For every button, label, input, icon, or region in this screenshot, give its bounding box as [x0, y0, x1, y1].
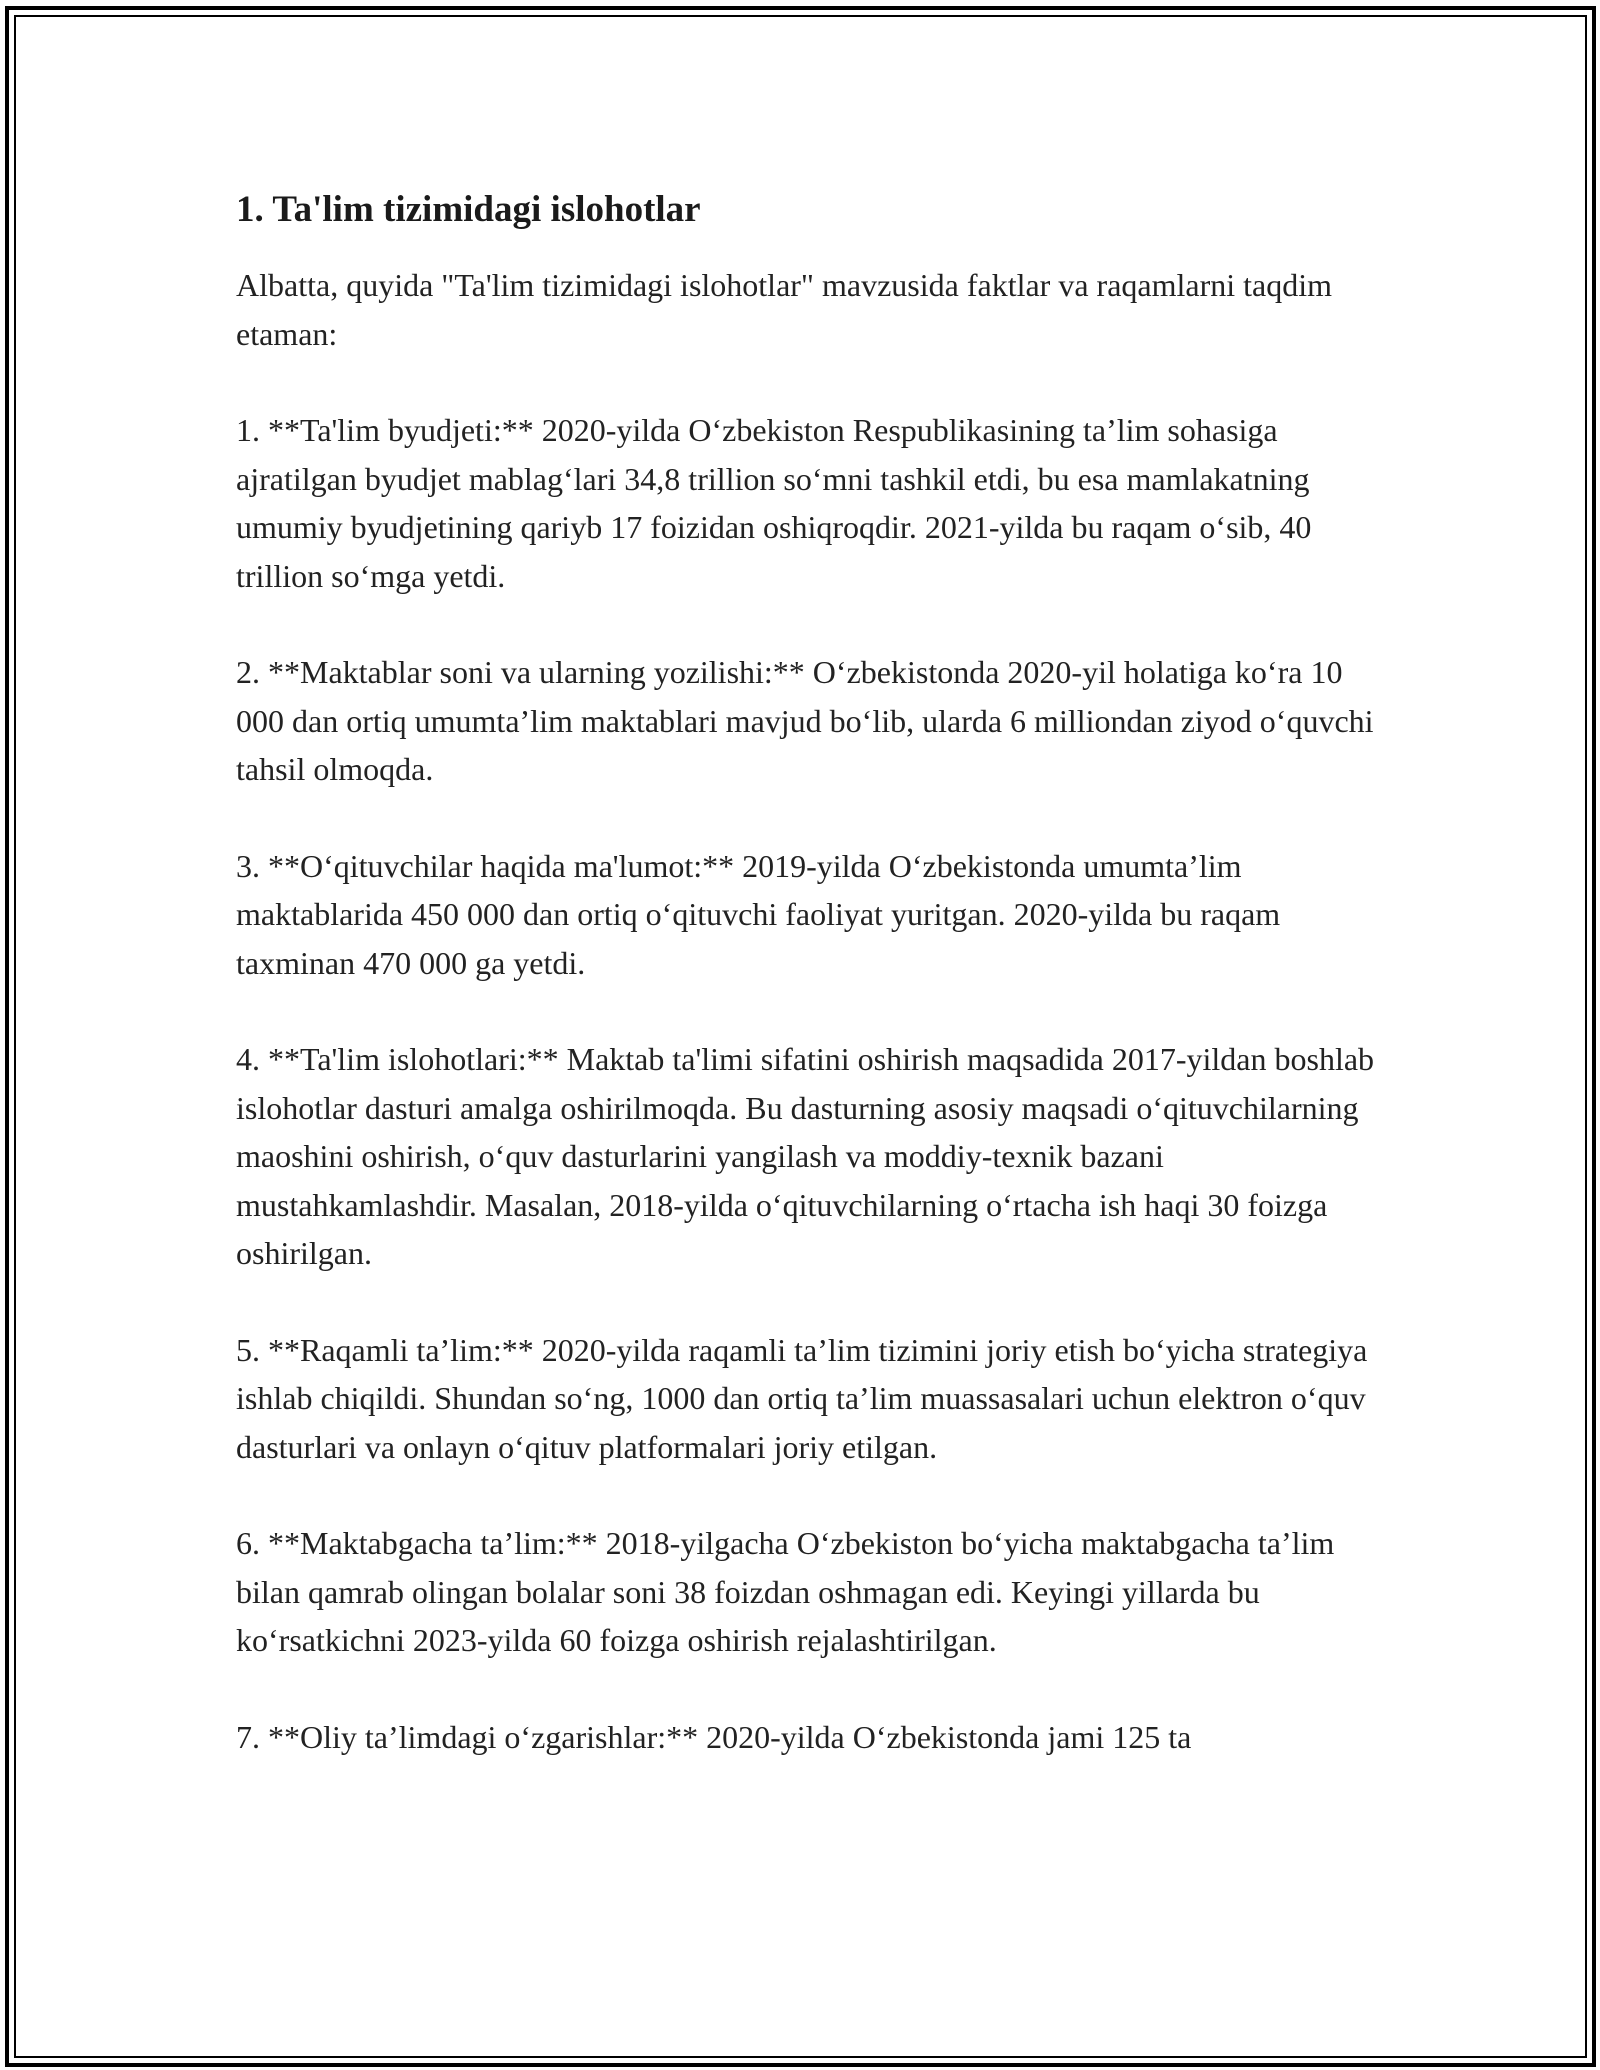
paragraph-preschool-education: 6. **Maktabgacha ta’lim:** 2018-yilgacha O‘zbekiston bo‘yicha maktabgacha ta’lim bilan qamrab olingan bolalar soni 38 foizdan oshmagan edi. Keyingi yillarda bu ko‘rsatkichni 2023-yilda 60 foizga oshirish rejalashtirilgan.: [236, 1525, 1335, 1658]
paragraph-teachers: 3. **O‘qituvchilar haqida ma'lumot:** 2019-yilda O‘zbekistonda umumta’lim maktablarida 450 000 dan ortiq o‘qituvchi faoliyat yuritgan. 2020-yilda bu raqam taxminan 470 000 ga yetdi.: [236, 847, 1281, 981]
paragraph-digital-education: 5. **Raqamli ta’lim:** 2020-yilda raqamli ta’lim tizimini joriy etish bo‘yicha strategiya ishlab chiqildi. Shundan so‘ng, 1000 dan ortiq ta’lim muassasalari uchun elektron o‘quv dasturlari va onlayn o‘qituv platformalari joriy etilgan.: [236, 1331, 1368, 1465]
document-body: [236, 186, 1376, 1761]
paragraph-education-budget: 1. **Ta'lim byudjeti:** 2020-yilda O‘zbekiston Respublikasining ta’lim sohasiga ajratilgan byudjet mablag‘lari 34,8 trillion so‘mni tashkil etdi, bu esa mamlakatning umumiy byudjetining qariyb 17 foizidan oshiqroqdir. 2021-yilda bu raqam o‘sib, 40 trillion so‘mga yetdi.: [236, 412, 1312, 594]
document-title: 1. Ta'lim tizimidagi islohotlar: [236, 189, 701, 230]
paragraph-education-reforms: 4. **Ta'lim islohotlari:** Maktab ta'limi sifatini oshirish maqsadida 2017-yildan boshlab islohotlar dasturi amalga oshirilmoqda. Bu dasturning asosiy maqsadi o‘qituvchilarning maoshini oshirish, o‘quv dasturlarini yangilash va moddiy-texnik bazani mustahkamlashdir. Masalan, 2018-yilda o‘qituvchilarning o‘rtacha ish haqi 30 foizga oshirilgan.: [236, 1041, 1375, 1271]
paragraph-higher-education: 7. **Oliy ta’limdagi o‘zgarishlar:** 2020-yilda O‘zbekistonda jami 125 ta: [236, 1718, 1192, 1755]
intro-paragraph: Albatta, quyida "Ta'lim tizimidagi islohotlar" mavzusida faktlar va raqamlarni taqdim etaman:: [236, 267, 1332, 352]
paragraph-schools-count: 2. **Maktablar soni va ularning yozilishi:** O‘zbekistonda 2020-yil holatiga ko‘ra 10 000 dan ortiq umumta’lim maktablari mavjud bo‘lib, ularda 6 milliondan ziyod o‘quvchi tahsil olmoqda.: [236, 654, 1374, 787]
